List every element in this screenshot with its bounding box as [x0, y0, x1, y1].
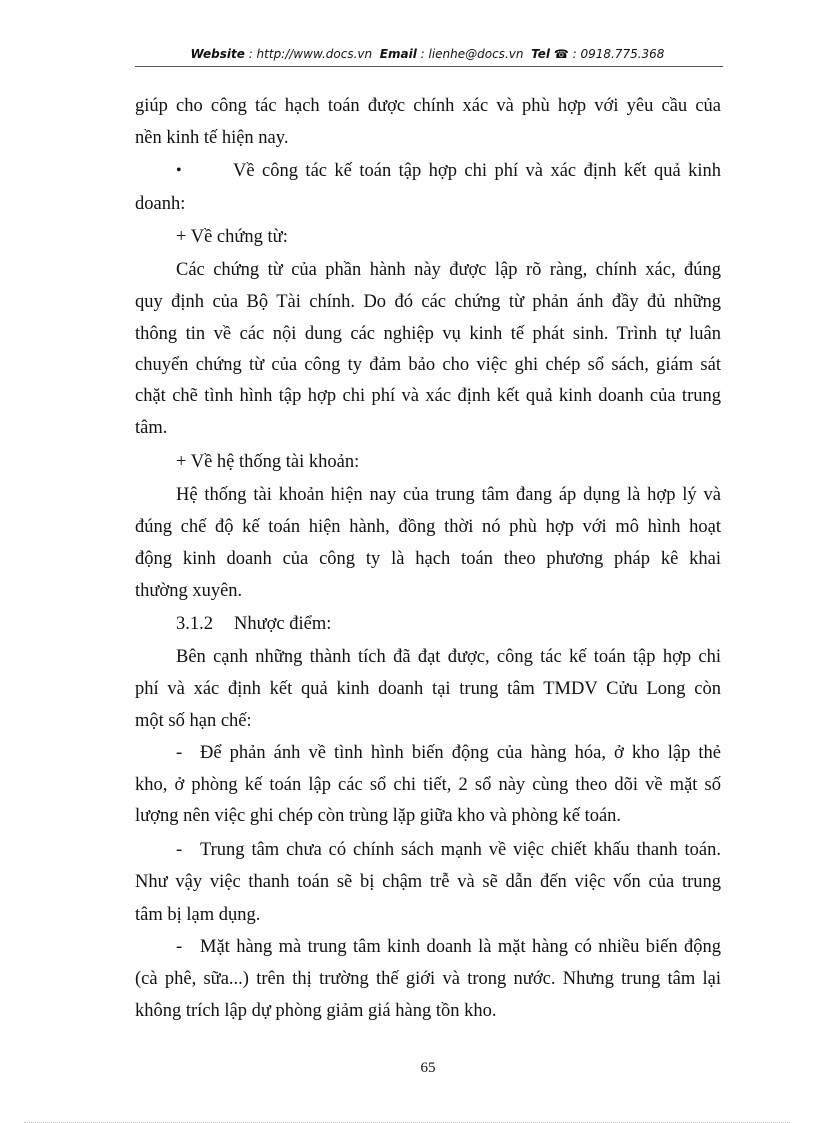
email-label: Email — [379, 47, 417, 61]
page-number: 65 — [420, 1060, 436, 1076]
text-line: phí và xác định kết quả kinh doanh tại trung tâm TMDV Cửu Long còn — [135, 679, 721, 699]
header-divider — [135, 66, 723, 67]
text-line: đúng chế độ kế toán hiện hành, đồng thời nó phù hợp với mô hình hoạt — [135, 517, 721, 537]
text-line: quy định của Bộ Tài chính. Do đó các chứng từ phản ánh đầy đủ những — [135, 292, 721, 312]
text-line: Như vậy việc thanh toán sẽ bị chậm trễ và sẽ dẫn đến việc vốn của trung — [135, 872, 721, 892]
dash-marker: - — [176, 840, 183, 860]
text-line: Các chứng từ của phần hành này được lập rõ ràng, chính xác, đúng — [176, 260, 721, 280]
text-line: (cà phê, sữa...) trên thị trường thế giới và trong nước. Nhưng trung tâm lại — [135, 969, 721, 989]
text-line: Bên cạnh những thành tích đã đạt được, công tác kế toán tập hợp chi — [176, 647, 721, 667]
phone-icon: ☎ — [553, 47, 569, 61]
text-line: lượng nên việc ghi chép còn trùng lặp giữa kho và phòng kế toán. — [135, 806, 622, 826]
text-line: Về công tác kế toán tập hợp chi phí và xác định kết quả kinh — [233, 161, 721, 181]
text-line: tâm bị lạm dụng. — [135, 905, 261, 925]
text-line: Trung tâm chưa có chính sách mạnh về việc chiết khấu thanh toán. — [200, 840, 721, 860]
sub-heading: + Về hệ thống tài khoản: — [176, 452, 360, 472]
text-line: thông tin về các nội dung các nghiệp vụ kinh tế phát sinh. Trình tự luân — [135, 324, 721, 344]
text-line: giúp cho công tác hạch toán được chính xác và phù hợp với yêu cầu của — [135, 96, 721, 116]
text-line: kho, ở phòng kế toán lập các sổ chi tiết, 2 sổ này cùng theo dõi về mặt số — [135, 775, 721, 795]
text-line: chặt chẽ tình hình tập hợp chi phí và xác định kết quả kinh doanh của trung — [135, 386, 721, 406]
website-url[interactable]: : http://www.docs.vn — [244, 47, 373, 61]
sub-heading: + Về chứng từ: — [176, 227, 288, 247]
text-line: thường xuyên. — [135, 581, 243, 601]
dash-marker: - — [176, 743, 183, 763]
text-line: Hệ thống tài khoản hiện nay của trung tâm đang áp dụng là hợp lý và — [176, 485, 721, 505]
text-line: Mặt hàng mà trung tâm kinh doanh là mặt hàng có nhiều biến động — [200, 937, 721, 957]
tel-value: : 0918.775.368 — [568, 47, 665, 61]
bullet-icon: • — [176, 162, 182, 179]
text-line: chuyển chứng từ của công ty đảm bảo cho việc ghi chép sổ sách, giám sát — [135, 355, 721, 375]
page-header — [135, 47, 720, 61]
text-line: nền kinh tế hiện nay. — [135, 128, 289, 148]
email-value[interactable]: : lienhe@docs.vn — [416, 47, 524, 61]
text-line: động kinh doanh của công ty là hạch toán theo phương pháp kê khai — [135, 549, 721, 569]
tel-label: Tel — [531, 47, 550, 61]
text-line: Để phản ánh về tình hình biến động của hàng hóa, ở kho lập thẻ — [200, 743, 721, 763]
text-line: một số hạn chế: — [135, 711, 252, 731]
text-line: tâm. — [135, 418, 168, 438]
text-line: không trích lập dự phòng giảm giá hàng tồn kho. — [135, 1001, 497, 1021]
text-line: doanh: — [135, 194, 186, 214]
section-title: Nhược điểm: — [234, 614, 332, 634]
website-label: Website — [190, 47, 245, 61]
dash-marker: - — [176, 937, 183, 957]
section-number: 3.1.2 — [176, 614, 213, 634]
